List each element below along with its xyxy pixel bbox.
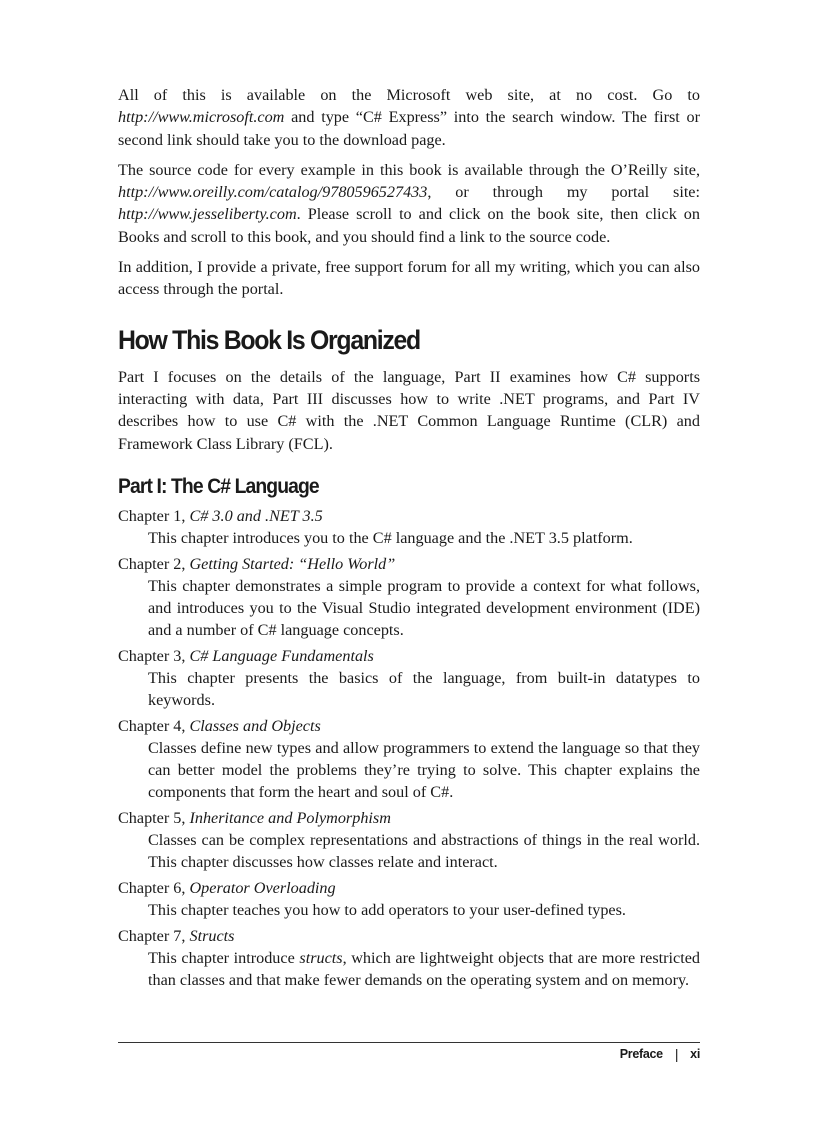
chapter-entry-7 [118,925,700,991]
footer-rule [118,1042,700,1043]
chapter-title: Structs [189,926,235,945]
intro-paragraph-1 [118,84,700,151]
intro-p2-text-a: The source code for every example in this book is available through the O’Reilly site, [118,160,700,179]
footer-section-label: Preface [619,1047,663,1061]
chapter-title: Getting Started: “Hello World” [189,554,396,573]
chapter-description: This chapter teaches you how to add operators to your user-defined types. [148,900,626,919]
oreilly-catalog-link[interactable]: http://www.oreilly.com/catalog/9780596527433 [118,183,428,202]
chapter-heading: Chapter 5, Inheritance and Polymorphism [118,808,391,827]
intro-p2-text-b: , or through my portal site: [427,183,700,202]
chapter-heading: Chapter 2, Getting Started: “Hello World” [118,554,396,573]
intro-paragraph-2 [118,159,700,248]
chapter-heading: Chapter 3, C# Language Fundamentals [118,646,374,665]
chapter-description: This chapter introduces you to the C# language and the .NET 3.5 platform. [148,528,633,547]
chapter-entry-1 [118,505,700,549]
footer-separator: | [674,1046,679,1062]
chapter-description: This chapter demonstrates a simple program to provide a context for what follows, and introduces you to the Visual Studio integrated development environment (IDE) and a number of C# language concepts. [148,576,700,639]
chapter-title: Operator Overloading [189,878,336,897]
chapter-entry-2 [118,553,700,641]
page-footer [620,1046,700,1062]
chapter-title: Classes and Objects [189,716,321,735]
microsoft-link[interactable]: http://www.microsoft.com [118,108,285,127]
chapter-title: C# Language Fundamentals [189,646,374,665]
section-paragraph: Part I focuses on the details of the language, Part II examines how C# supports interacting with data, Part III discusses how to write .NET programs, and Part IV describes how to use C# with the .NET Common Language Runtime (CLR) and Framework Class Library (FCL). [118,367,700,453]
chapter-description: This chapter presents the basics of the language, from built-in datatypes to keywords. [148,668,700,709]
structs-term: structs [299,948,343,967]
chapter-heading: Chapter 7, Structs [118,926,235,945]
chapter-description: This chapter introduce structs, which are lightweight objects that are more restricted than classes and that make fewer demands on the operating system and on memory. [148,948,700,989]
intro-p1-text-b: and type “C# Express” into the search window. The first or second link should take you to the download page. [118,108,700,149]
page-content [118,84,700,995]
intro-p1-text-a: All of this is available on the Microsoft web site, at no cost. Go to [118,86,700,104]
jesseliberty-link[interactable]: http://www.jesseliberty.com [118,205,297,224]
chapter-title: Inheritance and Polymorphism [189,808,391,827]
chapter-heading: Chapter 6, Operator Overloading [118,878,336,897]
intro-p2-text-c: . Please scroll to and click on the book site, then click on Books and scroll to this book, and you should find a link to the source code. [118,205,700,246]
chapter-entry-3 [118,645,700,711]
chapter-description: Classes define new types and allow programmers to extend the language so that they can better model the problems they’re trying to solve. This chapter explains the components that form the heart and soul of C#. [148,738,700,801]
section-heading: How This Book Is Organized [118,324,420,355]
part-heading: Part I: The C# Language [118,473,319,498]
page-number: xi [690,1047,700,1061]
chapter-entry-4 [118,715,700,803]
chapter-entry-6 [118,877,700,921]
chapter-heading: Chapter 1, C# 3.0 and .NET 3.5 [118,506,323,525]
chapter-description: Classes can be complex representations and abstractions of things in the real world. This chapter discusses how classes relate and interact. [148,830,700,871]
chapter-heading: Chapter 4, Classes and Objects [118,716,321,735]
intro-paragraph-3: In addition, I provide a private, free support forum for all my writing, which you can also access through the portal. [118,258,700,299]
chapter-entry-5 [118,807,700,873]
chapter-title: C# 3.0 and .NET 3.5 [189,506,323,525]
